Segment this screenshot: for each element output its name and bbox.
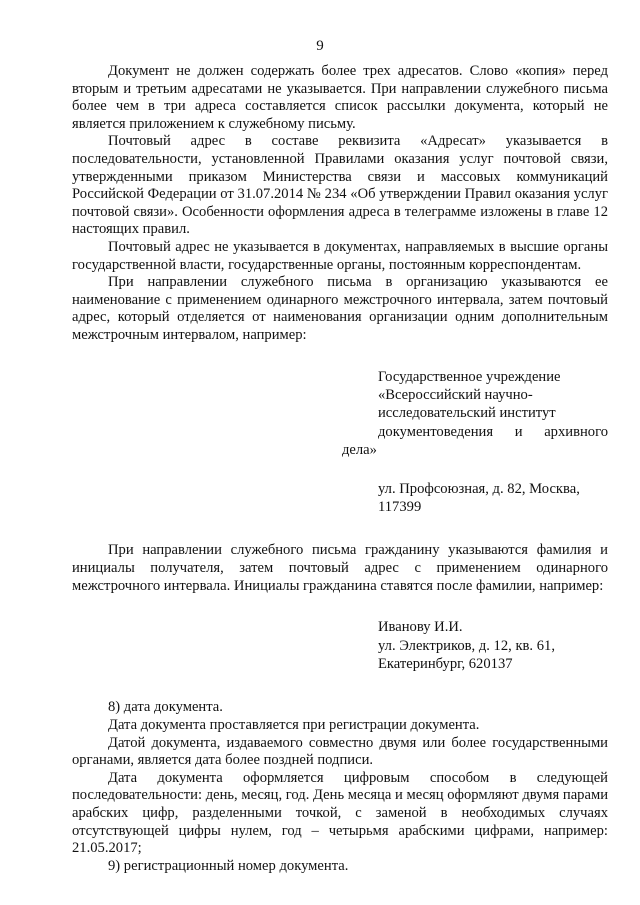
paragraph-addressees: Документ не должен содержать более трех адресатов. Слово «копия» перед вторым и третьим адресатами не указывается. При направлении служебного письма более чем в три адреса составляется список рассылки документа, который не является приложением к служебному письму. — [72, 63, 608, 132]
org-name-line: исследовательский институт — [378, 405, 556, 422]
paragraph-citizen: При направлении служебного письма гражданину указываются фамилия и инициалы получателя, затем почтовый адрес с применением одинарного межстрочного интервала. Инициалы гражданина ставятся после фамилии, например: — [72, 542, 608, 594]
citizen-line: Иванову И.И. — [378, 619, 463, 636]
paragraph-organization: При направлении служебного письма в организацию указываются ее наименование с применением одинарного межстрочного интервала, затем почтовый адрес, который отделяется от наименования организации одним дополнительным межстрочным интервалом, например: — [72, 274, 608, 343]
paragraph-date-registration: Дата документа проставляется при регистрации документа. — [108, 716, 480, 733]
item-9-heading: 9) регистрационный номер документа. — [108, 857, 349, 874]
example-organization-address — [72, 368, 608, 517]
org-name-line: «Всероссийский научно- — [378, 386, 533, 403]
example-citizen-address — [72, 618, 608, 673]
citizen-line: Екатеринбург, 620137 — [378, 655, 513, 672]
org-name-line: документоведения и архивного дела» — [342, 423, 608, 459]
paragraph-date-format: Дата документа оформляется цифровым способом в следующей последовательности: день, месяц, год. День месяца и месяц оформляют двумя парами арабских цифр, разделенными точкой, с заменой в необходимых случаях отсутствующей цифры нулем, год – четырьмя арабскими цифрами, например: 21.05.2017; — [72, 769, 608, 857]
page-number: 9 — [316, 38, 324, 54]
citizen-line: ул. Электриков, д. 12, кв. 61, — [378, 637, 555, 654]
paragraph-no-address: Почтовый адрес не указывается в документах, направляемых в высшие органы государственной власти, государственные органы, постоянным корреспондентам. — [72, 238, 608, 273]
item-8-heading: 8) дата документа. — [108, 699, 223, 716]
paragraph-postal-address: Почтовый адрес в составе реквизита «Адресат» указывается в последовательности, установленной Правилами оказания услуг почтовой связи, утвержденными приказом Министерства связи и массовых коммуникаций Российской Федерации от 31.07.2014 № 234 «Об утверждении Правил оказания услуг почтовой связи». Особенности оформления адреса в телеграмме изложены в главе 12 настоящих правил. — [72, 133, 608, 238]
org-address-line: ул. Профсоюзная, д. 82, Москва, — [378, 480, 580, 497]
paragraph-date-joint: Датой документа, издаваемого совместно двумя или более государственными органами, является дата более поздней подписи. — [72, 734, 608, 769]
document-body — [72, 63, 608, 875]
org-address-line: 117399 — [378, 498, 422, 515]
org-name-line: Государственное учреждение — [378, 368, 561, 385]
